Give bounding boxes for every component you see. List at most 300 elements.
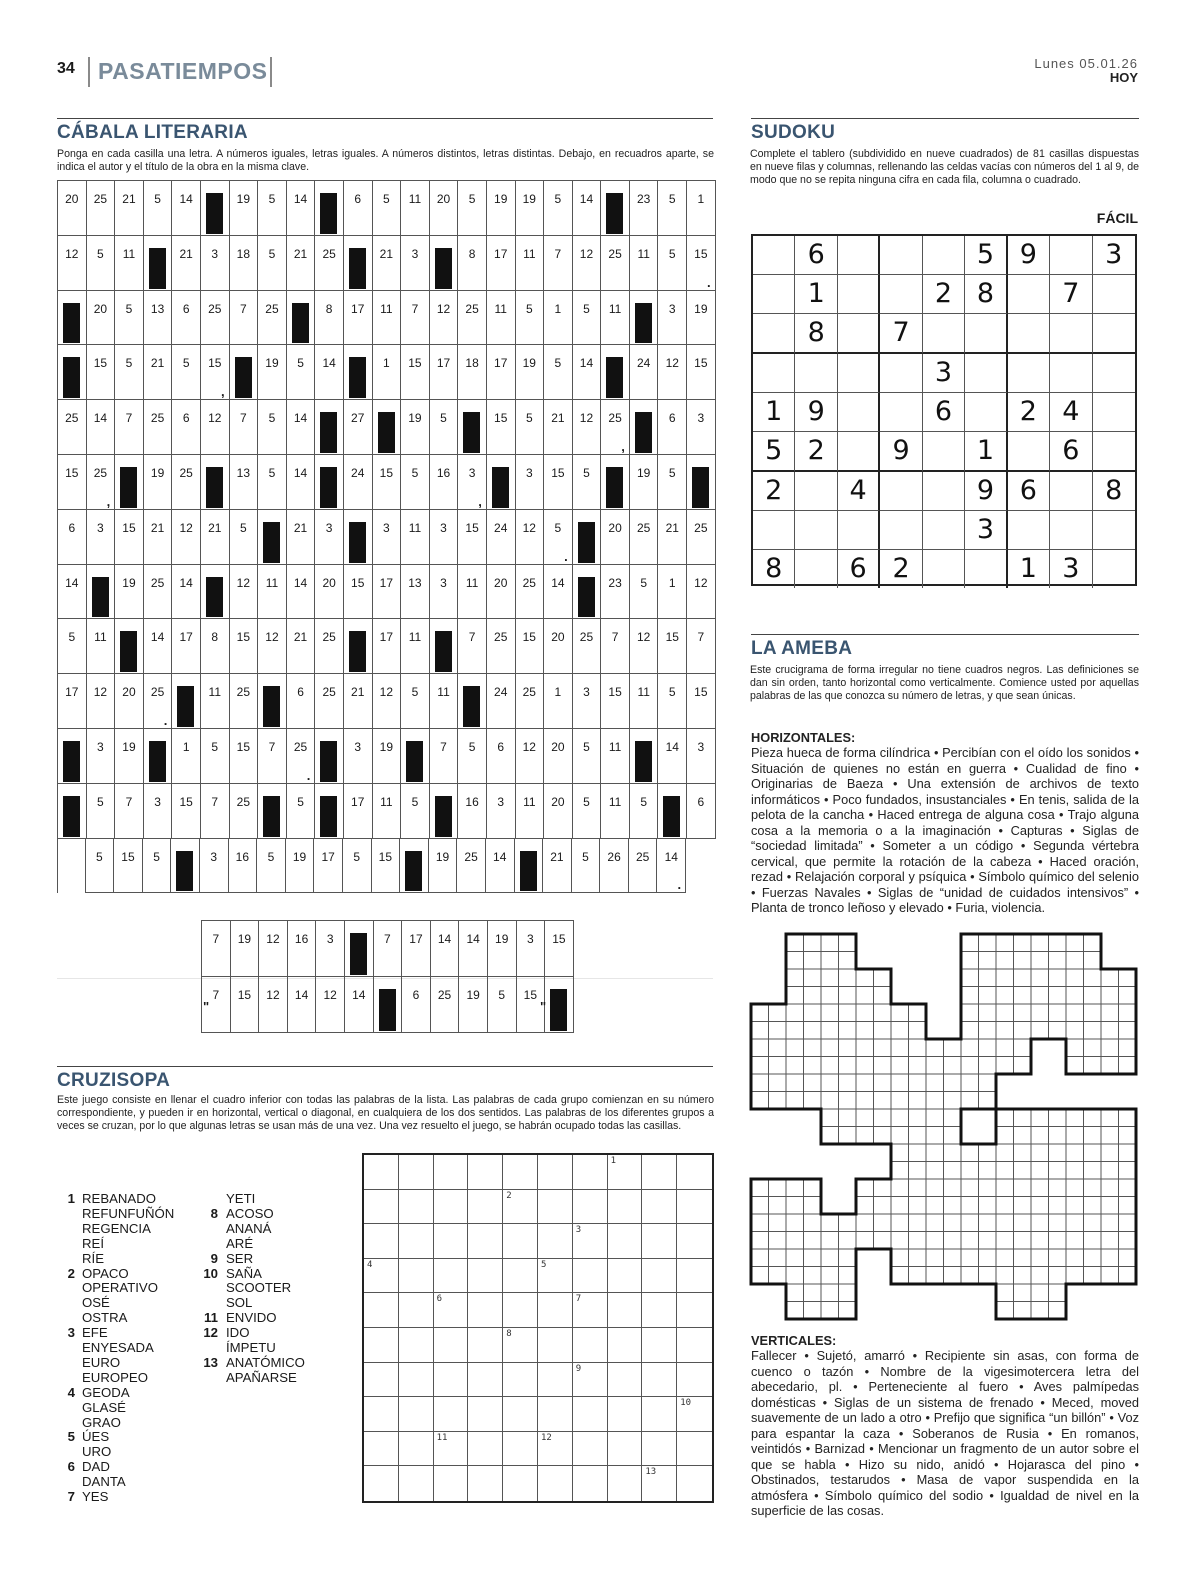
sudoku-cell[interactable] (1050, 511, 1092, 550)
cabala-cell[interactable] (115, 729, 144, 784)
cabala-cell[interactable] (430, 784, 459, 839)
cruzisopa-cell[interactable] (364, 1259, 399, 1294)
sudoku-cell[interactable] (1093, 275, 1135, 314)
cabala-cell[interactable] (687, 565, 716, 620)
cruzisopa-cell[interactable] (573, 1432, 608, 1467)
cabala-cell[interactable] (115, 784, 144, 839)
cabala-cell[interactable] (573, 729, 602, 784)
cabala-cell[interactable] (258, 455, 287, 510)
cruzisopa-cell[interactable] (642, 1293, 677, 1328)
sudoku-cell[interactable] (880, 354, 922, 393)
sudoku-cell[interactable] (795, 550, 837, 588)
cabala-cell[interactable] (601, 455, 630, 510)
cruzisopa-cell[interactable] (538, 1293, 573, 1328)
cabala-cell[interactable] (345, 921, 374, 977)
cabala-cell[interactable] (144, 291, 173, 346)
cabala-cell[interactable] (372, 839, 401, 894)
cabala-cell[interactable] (487, 510, 516, 565)
cabala-cell[interactable] (315, 236, 344, 291)
sudoku-cell[interactable] (838, 354, 880, 393)
cruzisopa-cell[interactable] (573, 1397, 608, 1432)
cabala-cell[interactable] (230, 729, 259, 784)
cabala-cell[interactable] (430, 619, 459, 674)
cabala-cell[interactable] (172, 510, 201, 565)
cabala-cell[interactable] (144, 784, 173, 839)
cabala-cell[interactable] (201, 400, 230, 455)
cabala-cell[interactable] (344, 345, 373, 400)
cruzisopa-cell[interactable] (468, 1155, 503, 1190)
cabala-cell[interactable] (231, 921, 260, 977)
cabala-cell[interactable] (230, 674, 259, 729)
cruzisopa-cell[interactable] (399, 1155, 434, 1190)
cabala-cell[interactable] (487, 455, 516, 510)
cabala-cell[interactable] (516, 236, 545, 291)
cabala-cell[interactable] (229, 839, 258, 894)
sudoku-cell[interactable] (923, 550, 965, 588)
sudoku-cell[interactable] (753, 354, 795, 393)
cabala-cell[interactable] (58, 565, 87, 620)
cabala-cell[interactable] (259, 921, 288, 977)
cabala-cell[interactable] (488, 977, 517, 1033)
cabala-cell[interactable] (630, 510, 659, 565)
cruzisopa-cell[interactable] (677, 1190, 712, 1225)
cruzisopa-cell[interactable] (573, 1190, 608, 1225)
cabala-cell[interactable] (258, 236, 287, 291)
cabala-cell[interactable] (230, 565, 259, 620)
cabala-cell[interactable] (658, 565, 687, 620)
cabala-cell[interactable] (458, 619, 487, 674)
cabala-cell[interactable] (430, 455, 459, 510)
cabala-cell[interactable] (516, 291, 545, 346)
cabala-cell[interactable] (658, 729, 687, 784)
cruzisopa-cell[interactable] (677, 1224, 712, 1259)
cabala-cell[interactable] (573, 619, 602, 674)
cabala-cell[interactable] (86, 839, 115, 894)
cruzisopa-cell[interactable] (434, 1466, 469, 1501)
cruzisopa-cell[interactable] (538, 1328, 573, 1363)
cabala-cell[interactable] (230, 510, 259, 565)
cabala-cell[interactable] (516, 565, 545, 620)
cabala-cell[interactable] (258, 565, 287, 620)
cabala-cell[interactable] (658, 784, 687, 839)
cabala-cell[interactable] (630, 181, 659, 236)
cabala-cell[interactable] (601, 510, 630, 565)
cruzisopa-cell[interactable] (538, 1432, 573, 1467)
cruzisopa-cell[interactable] (642, 1259, 677, 1294)
cabala-cell[interactable] (201, 729, 230, 784)
cabala-cell[interactable] (258, 400, 287, 455)
cabala-cell[interactable] (144, 729, 173, 784)
cruzisopa-cell[interactable] (503, 1328, 538, 1363)
cabala-cell[interactable] (286, 839, 315, 894)
sudoku-cell[interactable] (923, 511, 965, 550)
cabala-cell[interactable] (373, 455, 402, 510)
cabala-cell[interactable] (344, 291, 373, 346)
sudoku-cell[interactable] (880, 393, 922, 432)
cabala-cell[interactable] (87, 181, 116, 236)
cruzisopa-cell[interactable] (503, 1190, 538, 1225)
cabala-cell[interactable] (172, 345, 201, 400)
cabala-cell[interactable] (287, 674, 316, 729)
cabala-cell[interactable] (516, 674, 545, 729)
cabala-cell[interactable] (573, 674, 602, 729)
sudoku-cell[interactable] (880, 472, 922, 511)
sudoku-cell[interactable] (838, 314, 880, 354)
cabala-cell[interactable] (287, 784, 316, 839)
cabala-cell[interactable] (687, 619, 716, 674)
cabala-cell[interactable] (344, 674, 373, 729)
cabala-cell[interactable] (573, 400, 602, 455)
cabala-cell[interactable] (201, 291, 230, 346)
cruzisopa-cell[interactable] (364, 1363, 399, 1398)
sudoku-cell[interactable] (753, 314, 795, 354)
cabala-cell[interactable] (201, 345, 230, 400)
cruzisopa-cell[interactable] (608, 1259, 643, 1294)
cabala-cell[interactable] (230, 236, 259, 291)
cabala-cell[interactable] (516, 619, 545, 674)
cruzisopa-cell[interactable] (608, 1155, 643, 1190)
cabala-cell[interactable] (287, 181, 316, 236)
sudoku-cell[interactable] (923, 314, 965, 354)
cabala-cell[interactable] (373, 510, 402, 565)
cabala-cell[interactable] (373, 565, 402, 620)
cruzisopa-cell[interactable] (364, 1328, 399, 1363)
cabala-cell[interactable] (344, 565, 373, 620)
cabala-cell[interactable] (287, 565, 316, 620)
cabala-cell[interactable] (87, 236, 116, 291)
cabala-cell[interactable] (230, 345, 259, 400)
cabala-cell[interactable] (544, 181, 573, 236)
cabala-cell[interactable] (487, 729, 516, 784)
cabala-cell[interactable] (315, 510, 344, 565)
cabala-cell[interactable] (201, 455, 230, 510)
cabala-cell[interactable] (287, 345, 316, 400)
cabala-cell[interactable] (517, 977, 546, 1033)
cruzisopa-cell[interactable] (538, 1155, 573, 1190)
cruzisopa-cell[interactable] (399, 1466, 434, 1501)
cabala-cell[interactable] (87, 400, 116, 455)
cabala-cell[interactable] (515, 839, 544, 894)
cabala-cell[interactable] (544, 400, 573, 455)
cabala-cell[interactable] (601, 619, 630, 674)
cabala-cell[interactable] (57, 839, 86, 894)
cabala-cell[interactable] (401, 674, 430, 729)
cabala-cell[interactable] (458, 345, 487, 400)
sudoku-cell[interactable] (838, 275, 880, 314)
cabala-cell[interactable] (373, 236, 402, 291)
cabala-cell[interactable] (544, 345, 573, 400)
cabala-cell[interactable] (115, 181, 144, 236)
cabala-cell[interactable] (544, 565, 573, 620)
cabala-cell[interactable] (172, 619, 201, 674)
cabala-cell[interactable] (374, 977, 403, 1033)
cabala-cell[interactable] (201, 619, 230, 674)
cruzisopa-cell[interactable] (364, 1293, 399, 1328)
cabala-cell[interactable] (259, 977, 288, 1033)
sudoku-cell[interactable] (753, 236, 795, 275)
cabala-cell[interactable] (687, 291, 716, 346)
cabala-cell[interactable] (315, 455, 344, 510)
cabala-cell[interactable] (430, 510, 459, 565)
cabala-cell[interactable] (630, 345, 659, 400)
sudoku-cell[interactable] (1093, 393, 1135, 432)
cabala-cell[interactable] (58, 455, 87, 510)
cabala-cell[interactable] (287, 236, 316, 291)
cabala-cell[interactable] (87, 729, 116, 784)
sudoku-cell[interactable] (1050, 354, 1092, 393)
cabala-cell[interactable] (630, 784, 659, 839)
cruzisopa-cell[interactable] (364, 1466, 399, 1501)
cabala-cell[interactable] (344, 455, 373, 510)
cabala-cell[interactable] (58, 236, 87, 291)
cabala-cell[interactable] (573, 345, 602, 400)
cruzisopa-cell[interactable] (468, 1363, 503, 1398)
cruzisopa-cell[interactable] (399, 1293, 434, 1328)
cabala-cell[interactable] (544, 674, 573, 729)
sudoku-cell[interactable] (795, 511, 837, 550)
cruzisopa-cell[interactable] (434, 1224, 469, 1259)
cabala-cell[interactable] (172, 565, 201, 620)
sudoku-cell[interactable] (923, 472, 965, 511)
sudoku-cell[interactable] (965, 354, 1007, 393)
sudoku-cell[interactable] (1008, 354, 1050, 393)
cabala-cell[interactable] (402, 977, 431, 1033)
cabala-cell[interactable] (487, 345, 516, 400)
cruzisopa-cell[interactable] (434, 1259, 469, 1294)
cabala-cell[interactable] (630, 729, 659, 784)
cabala-cell[interactable] (58, 510, 87, 565)
cruzisopa-cell[interactable] (677, 1328, 712, 1363)
cabala-cell[interactable] (87, 455, 116, 510)
cruzisopa-cell[interactable] (608, 1363, 643, 1398)
cabala-cell[interactable] (288, 977, 317, 1033)
cabala-cell[interactable] (314, 839, 343, 894)
cabala-cell[interactable] (458, 181, 487, 236)
cruzisopa-cell[interactable] (503, 1293, 538, 1328)
cabala-cell[interactable] (315, 729, 344, 784)
cabala-cell[interactable] (257, 839, 286, 894)
cabala-cell[interactable] (172, 236, 201, 291)
cabala-cell[interactable] (658, 400, 687, 455)
cabala-cell[interactable] (87, 565, 116, 620)
cabala-cell[interactable] (172, 400, 201, 455)
cabala-cell[interactable] (201, 510, 230, 565)
cabala-cell[interactable] (431, 921, 460, 977)
cruzisopa-cell[interactable] (642, 1397, 677, 1432)
cruzisopa-cell[interactable] (503, 1259, 538, 1294)
cabala-cell[interactable] (144, 400, 173, 455)
cabala-cell[interactable] (143, 839, 172, 894)
cruzisopa-cell[interactable] (573, 1363, 608, 1398)
cabala-cell[interactable] (401, 345, 430, 400)
cruzisopa-cell[interactable] (503, 1432, 538, 1467)
cabala-cell[interactable] (58, 291, 87, 346)
cruzisopa-cell[interactable] (503, 1155, 538, 1190)
cabala-cell[interactable] (344, 510, 373, 565)
sudoku-cell[interactable] (795, 354, 837, 393)
cabala-cell[interactable] (230, 181, 259, 236)
cruzisopa-cell[interactable] (608, 1328, 643, 1363)
cabala-cell[interactable] (315, 345, 344, 400)
cabala-cell[interactable] (287, 729, 316, 784)
cruzisopa-cell[interactable] (468, 1293, 503, 1328)
cabala-cell[interactable] (58, 181, 87, 236)
cabala-cell[interactable] (658, 345, 687, 400)
cruzisopa-cell[interactable] (538, 1259, 573, 1294)
cabala-cell[interactable] (545, 921, 574, 977)
cabala-cell[interactable] (687, 784, 716, 839)
cabala-cell[interactable] (687, 236, 716, 291)
cruzisopa-cell[interactable] (364, 1432, 399, 1467)
cabala-cell[interactable] (287, 455, 316, 510)
cabala-cell[interactable] (545, 977, 574, 1033)
cabala-cell[interactable] (230, 784, 259, 839)
cabala-cell[interactable] (230, 455, 259, 510)
cabala-cell[interactable] (58, 674, 87, 729)
cruzisopa-cell[interactable] (434, 1293, 469, 1328)
sudoku-cell[interactable] (1093, 432, 1135, 472)
sudoku-cell[interactable] (1050, 472, 1092, 511)
cruzisopa-cell[interactable] (503, 1363, 538, 1398)
cabala-cell[interactable] (658, 619, 687, 674)
cabala-cell[interactable] (487, 619, 516, 674)
cabala-cell[interactable] (458, 510, 487, 565)
cabala-cell[interactable] (687, 510, 716, 565)
cabala-cell[interactable] (573, 565, 602, 620)
cruzisopa-cell[interactable] (399, 1259, 434, 1294)
cabala-cell[interactable] (115, 236, 144, 291)
cabala-cell[interactable] (687, 400, 716, 455)
cabala-cell[interactable] (401, 784, 430, 839)
cabala-cell[interactable] (315, 674, 344, 729)
cruzisopa-cell[interactable] (468, 1190, 503, 1225)
sudoku-cell[interactable] (1008, 432, 1050, 472)
cruzisopa-cell[interactable] (642, 1224, 677, 1259)
cabala-cell[interactable] (658, 236, 687, 291)
cabala-cell[interactable] (431, 977, 460, 1033)
cabala-cell[interactable] (373, 784, 402, 839)
cabala-cell[interactable] (58, 784, 87, 839)
cabala-cell[interactable] (401, 619, 430, 674)
cabala-cell[interactable] (87, 619, 116, 674)
cabala-cell[interactable] (316, 977, 345, 1033)
cabala-cell[interactable] (287, 400, 316, 455)
cabala-cell[interactable] (430, 565, 459, 620)
cabala-cell[interactable] (373, 400, 402, 455)
cabala-cell[interactable] (487, 784, 516, 839)
cruzisopa-cell[interactable] (677, 1155, 712, 1190)
cabala-cell[interactable] (58, 400, 87, 455)
sudoku-cell[interactable] (1093, 354, 1135, 393)
cabala-cell[interactable] (658, 181, 687, 236)
cabala-cell[interactable] (544, 510, 573, 565)
cabala-cell[interactable] (144, 181, 173, 236)
cabala-cell[interactable] (687, 455, 716, 510)
cabala-cell[interactable] (657, 839, 686, 894)
cabala-cell[interactable] (172, 784, 201, 839)
cabala-cell[interactable] (573, 236, 602, 291)
cruzisopa-cell[interactable] (468, 1432, 503, 1467)
cruzisopa-cell[interactable] (608, 1224, 643, 1259)
cabala-cell[interactable] (200, 839, 229, 894)
cabala-cell[interactable] (487, 291, 516, 346)
cabala-cell[interactable] (630, 455, 659, 510)
sudoku-cell[interactable] (753, 511, 795, 550)
cruzisopa-cell[interactable] (573, 1259, 608, 1294)
cabala-cell[interactable] (202, 977, 231, 1033)
cabala-cell[interactable] (373, 345, 402, 400)
cabala-cell[interactable] (630, 400, 659, 455)
cabala-cell[interactable] (601, 345, 630, 400)
cruzisopa-cell[interactable] (364, 1190, 399, 1225)
cabala-cell[interactable] (630, 619, 659, 674)
cabala-cell[interactable] (487, 181, 516, 236)
cabala-cell[interactable] (343, 839, 372, 894)
cruzisopa-cell[interactable] (642, 1466, 677, 1501)
cabala-cell[interactable] (687, 674, 716, 729)
cabala-cell[interactable] (544, 784, 573, 839)
sudoku-cell[interactable] (753, 275, 795, 314)
cabala-cell[interactable] (400, 839, 429, 894)
cabala-cell[interactable] (144, 674, 173, 729)
cabala-cell[interactable] (544, 729, 573, 784)
cabala-cell[interactable] (430, 400, 459, 455)
sudoku-cell[interactable] (1008, 314, 1050, 354)
cabala-cell[interactable] (573, 455, 602, 510)
cruzisopa-cell[interactable] (364, 1224, 399, 1259)
cruzisopa-cell[interactable] (538, 1224, 573, 1259)
cruzisopa-cell[interactable] (399, 1363, 434, 1398)
cruzisopa-cell[interactable] (399, 1190, 434, 1225)
cabala-cell[interactable] (430, 674, 459, 729)
sudoku-cell[interactable] (1050, 314, 1092, 354)
cabala-cell[interactable] (144, 345, 173, 400)
cabala-cell[interactable] (171, 839, 200, 894)
cabala-cell[interactable] (401, 455, 430, 510)
cabala-cell[interactable] (87, 510, 116, 565)
sudoku-cell[interactable] (965, 314, 1007, 354)
cabala-cell[interactable] (87, 674, 116, 729)
cabala-cell[interactable] (516, 345, 545, 400)
cabala-cell[interactable] (201, 674, 230, 729)
cabala-cell[interactable] (201, 236, 230, 291)
cabala-cell[interactable] (344, 181, 373, 236)
cabala-cell[interactable] (487, 236, 516, 291)
cabala-cell[interactable] (115, 345, 144, 400)
cabala-cell[interactable] (231, 977, 260, 1033)
cruzisopa-cell[interactable] (538, 1190, 573, 1225)
cabala-cell[interactable] (687, 345, 716, 400)
cabala-cell[interactable] (401, 181, 430, 236)
cruzisopa-cell[interactable] (677, 1432, 712, 1467)
cruzisopa-cell[interactable] (677, 1259, 712, 1294)
cabala-cell[interactable] (373, 619, 402, 674)
cabala-cell[interactable] (658, 674, 687, 729)
cabala-cell[interactable] (601, 784, 630, 839)
cabala-cell[interactable] (630, 291, 659, 346)
cabala-cell[interactable] (516, 729, 545, 784)
cabala-cell[interactable] (201, 565, 230, 620)
cabala-cell[interactable] (544, 236, 573, 291)
cruzisopa-cell[interactable] (468, 1397, 503, 1432)
cabala-cell[interactable] (315, 400, 344, 455)
cruzisopa-cell[interactable] (573, 1328, 608, 1363)
cabala-cell[interactable] (516, 455, 545, 510)
cabala-cell[interactable] (373, 729, 402, 784)
cruzisopa-cell[interactable] (468, 1259, 503, 1294)
cabala-cell[interactable] (458, 674, 487, 729)
cabala-cell[interactable] (258, 619, 287, 674)
